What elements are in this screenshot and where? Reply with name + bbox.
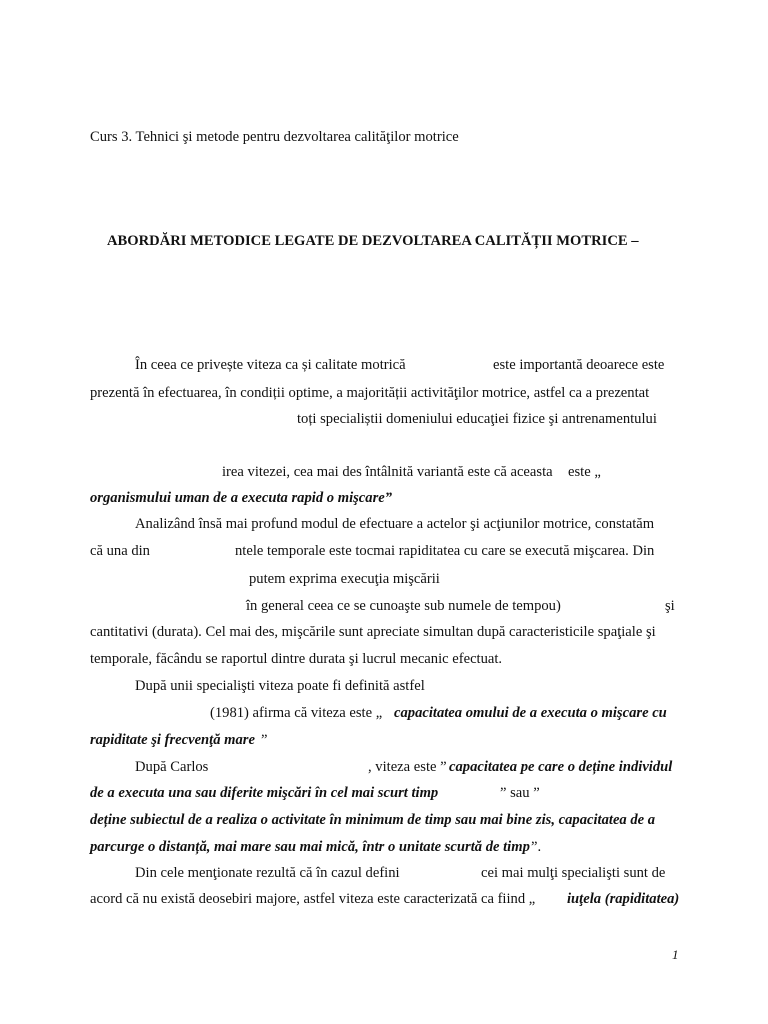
- p3-line5: cantitativi (durata). Cel mai des, mişcările sunt apreciate simultan după caracteristicile spaţiale şi: [90, 624, 656, 640]
- p3-line2-b: ntele temporale este tocmai rapiditatea cu care se execută mişcarea. Din: [235, 543, 655, 559]
- section-heading: ABORDĂRI METODICE LEGATE DE DEZVOLTAREA CALITĂȚII MOTRICE –: [107, 233, 639, 249]
- course-title: Curs 3. Tehnici şi metode pentru dezvoltarea calităţilor motrice: [90, 129, 459, 145]
- p3-line2-a: că una din: [90, 543, 150, 559]
- p1-line1-b: este importantă deoarece este: [493, 357, 665, 373]
- p6-line2-b: iuţela (rapiditatea): [567, 891, 680, 907]
- p5-line2-a: de a executa una sau diferite mişcări în cel mai scurt timp: [90, 785, 439, 801]
- p2-line2: organismului uman de a executa rapid o mişcare”: [90, 490, 393, 506]
- p5-line1-b: , viteza este ”: [368, 759, 447, 775]
- p3-line4-a: în general ceea ce se cunoaşte sub numele de tempou): [246, 598, 561, 614]
- page-number: 1: [672, 947, 679, 962]
- p1-line1-a: În ceea ce privește viteza ca și calitate motrică: [135, 357, 406, 373]
- p6-line1-b: cei mai mulţi specialişti sunt de: [481, 865, 666, 881]
- p3-line4-b: şi: [665, 598, 675, 614]
- p1-line2: prezentă în efectuarea, în condiții optime, a majorității activităţilor motrice, astfel ca a prezentat: [90, 385, 650, 401]
- p3-line1: Analizând însă mai profund modul de efectuare a actelor şi acţiunilor motrice, constatăm: [135, 516, 655, 532]
- p4-line2-a: (1981) afirma că viteza este „: [210, 705, 383, 721]
- p5-line4-a: parcurge o distanță, mai mare sau mai mică, într o unitate scurtă de timp: [90, 839, 530, 855]
- p5-line4-b: ”.: [531, 839, 542, 855]
- p2-line1-a: irea vitezei, cea mai des întâlnită variantă este că aceasta: [222, 464, 553, 480]
- p3-line3: putem exprima execuţia mişcării: [249, 571, 440, 587]
- p1-line3: toți specialiștii domeniului educaţiei fizice şi antrenamentului: [297, 411, 657, 427]
- p2-line1-b: este „: [568, 464, 601, 480]
- p4-line1: După unii specialişti viteza poate fi definită astfel: [135, 678, 425, 694]
- p4-line3-a: rapiditate şi frecvenţă mare: [90, 732, 255, 748]
- p6-line2-a: acord că nu există deosebiri majore, astfel viteza este caracterizată ca fiind „: [90, 891, 536, 907]
- p5-line2-b: ” sau ”: [500, 785, 540, 801]
- p5-line1-a: După Carlos: [135, 759, 209, 775]
- p6-line1-a: Din cele menţionate rezultă că în cazul defini: [135, 865, 400, 881]
- p4-line3-b: ”: [261, 732, 268, 748]
- p5-line1-c: capacitatea pe care o deține individul: [449, 759, 673, 775]
- p5-line3: deține subiectul de a realiza o activitate în minimum de timp sau mai bine zis, capacitatea de a: [90, 812, 656, 828]
- p4-line2-b: capacitatea omului de a executa o mişcare cu: [394, 705, 667, 721]
- p3-line6: temporale, făcându se raportul dintre durata şi lucrul mecanic efectuat.: [90, 651, 503, 667]
